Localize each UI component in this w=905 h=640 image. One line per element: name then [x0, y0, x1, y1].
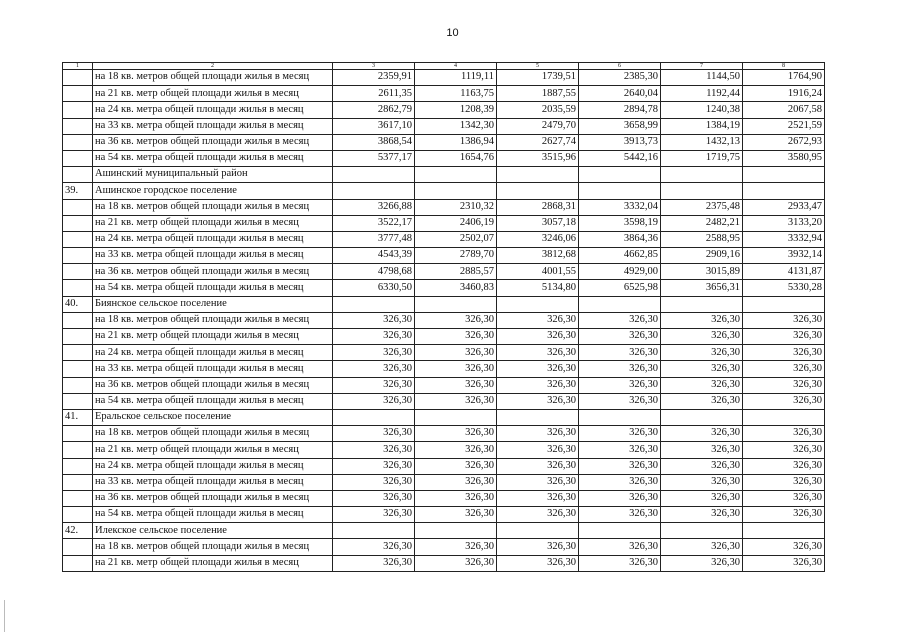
table-row — [63, 507, 825, 523]
index-cell — [63, 86, 93, 102]
value-cell: 326,30 — [333, 329, 415, 345]
value-cell: 326,30 — [579, 442, 661, 458]
table-row — [63, 426, 825, 442]
value-cell: 326,30 — [579, 345, 661, 361]
value-cell: 2359,91 — [333, 70, 415, 86]
value-cell: 326,30 — [333, 361, 415, 377]
value-cell: 326,30 — [661, 474, 743, 490]
value-cell: 326,30 — [415, 393, 497, 409]
table-row — [63, 312, 825, 328]
value-cell: 5442,16 — [579, 150, 661, 166]
value-cell: 326,30 — [333, 539, 415, 555]
value-cell: 326,30 — [579, 329, 661, 345]
index-cell — [63, 102, 93, 118]
value-cell: 326,30 — [743, 329, 825, 345]
value-cell: 3658,99 — [579, 118, 661, 134]
value-cell: 326,30 — [497, 312, 579, 328]
margin-mark — [4, 600, 5, 632]
empty-cell — [743, 167, 825, 183]
value-cell: 326,30 — [415, 458, 497, 474]
empty-cell — [497, 409, 579, 425]
value-cell: 326,30 — [579, 474, 661, 490]
row-label: на 18 кв. метров общей площади жилья в месяц — [93, 539, 333, 555]
value-cell: 1386,94 — [415, 134, 497, 150]
index-cell — [63, 329, 93, 345]
value-cell: 3913,73 — [579, 134, 661, 150]
value-cell: 326,30 — [743, 474, 825, 490]
value-cell: 326,30 — [333, 490, 415, 506]
value-cell: 326,30 — [415, 507, 497, 523]
empty-cell — [333, 167, 415, 183]
empty-cell — [579, 523, 661, 539]
group-index: 41. — [63, 409, 93, 425]
row-label: на 33 кв. метра общей площади жилья в месяц — [93, 248, 333, 264]
value-cell: 326,30 — [579, 539, 661, 555]
index-cell — [63, 555, 93, 571]
row-label: на 21 кв. метр общей площади жилья в месяц — [93, 86, 333, 102]
value-cell: 3580,95 — [743, 150, 825, 166]
value-cell: 1208,39 — [415, 102, 497, 118]
value-cell: 3266,88 — [333, 199, 415, 215]
empty-cell — [333, 523, 415, 539]
value-cell: 2375,48 — [661, 199, 743, 215]
value-cell: 326,30 — [743, 312, 825, 328]
value-cell: 1432,13 — [661, 134, 743, 150]
index-cell — [63, 345, 93, 361]
value-cell: 4929,00 — [579, 264, 661, 280]
empty-cell — [579, 183, 661, 199]
value-cell: 1163,75 — [415, 86, 497, 102]
value-cell: 4662,85 — [579, 248, 661, 264]
value-cell: 326,30 — [415, 329, 497, 345]
empty-cell — [497, 296, 579, 312]
table-row — [63, 102, 825, 118]
index-cell — [63, 393, 93, 409]
table-row — [63, 231, 825, 247]
value-cell: 326,30 — [415, 426, 497, 442]
value-cell: 1764,90 — [743, 70, 825, 86]
value-cell: 326,30 — [661, 539, 743, 555]
row-label: на 33 кв. метра общей площади жилья в месяц — [93, 474, 333, 490]
value-cell: 4543,39 — [333, 248, 415, 264]
value-cell: 4001,55 — [497, 264, 579, 280]
index-cell — [63, 199, 93, 215]
table-row — [63, 280, 825, 296]
value-cell: 3332,94 — [743, 231, 825, 247]
value-cell: 4131,87 — [743, 264, 825, 280]
empty-cell — [661, 167, 743, 183]
row-label: на 36 кв. метров общей площади жилья в месяц — [93, 134, 333, 150]
index-cell — [63, 134, 93, 150]
value-cell: 2479,70 — [497, 118, 579, 134]
value-cell: 326,30 — [497, 426, 579, 442]
group-index — [63, 167, 93, 183]
value-cell: 6330,50 — [333, 280, 415, 296]
value-cell: 2894,78 — [579, 102, 661, 118]
value-cell: 326,30 — [333, 426, 415, 442]
value-cell: 2933,47 — [743, 199, 825, 215]
column-header: 6 — [579, 63, 661, 70]
group-index: 39. — [63, 183, 93, 199]
value-cell: 326,30 — [743, 555, 825, 571]
value-cell: 326,30 — [579, 458, 661, 474]
index-cell — [63, 70, 93, 86]
value-cell: 326,30 — [579, 361, 661, 377]
value-cell: 326,30 — [579, 377, 661, 393]
value-cell: 2627,74 — [497, 134, 579, 150]
value-cell: 326,30 — [497, 393, 579, 409]
value-cell: 326,30 — [661, 345, 743, 361]
row-label: на 54 кв. метра общей площади жилья в месяц — [93, 393, 333, 409]
value-cell: 1887,55 — [497, 86, 579, 102]
table-row — [63, 377, 825, 393]
value-cell: 326,30 — [333, 555, 415, 571]
value-cell: 326,30 — [743, 361, 825, 377]
value-cell: 2385,30 — [579, 70, 661, 86]
column-header: 5 — [497, 63, 579, 70]
value-cell: 326,30 — [743, 507, 825, 523]
value-cell: 3598,19 — [579, 215, 661, 231]
empty-cell — [497, 183, 579, 199]
table-row — [63, 345, 825, 361]
table-row — [63, 134, 825, 150]
empty-cell — [415, 409, 497, 425]
value-cell: 326,30 — [497, 329, 579, 345]
value-cell: 326,30 — [579, 555, 661, 571]
table-row — [63, 393, 825, 409]
value-cell: 2502,07 — [415, 231, 497, 247]
value-cell: 326,30 — [333, 312, 415, 328]
table-row — [63, 199, 825, 215]
value-cell: 326,30 — [743, 442, 825, 458]
value-cell: 326,30 — [333, 458, 415, 474]
value-cell: 3332,04 — [579, 199, 661, 215]
value-cell: 326,30 — [497, 458, 579, 474]
table-row — [63, 215, 825, 231]
section-row — [63, 167, 825, 183]
value-cell: 2862,79 — [333, 102, 415, 118]
row-label: на 18 кв. метров общей площади жилья в месяц — [93, 426, 333, 442]
empty-cell — [661, 183, 743, 199]
value-cell: 2406,19 — [415, 215, 497, 231]
column-header-row — [63, 63, 825, 70]
value-cell: 326,30 — [661, 393, 743, 409]
row-label: на 21 кв. метр общей площади жилья в месяц — [93, 329, 333, 345]
value-cell: 326,30 — [661, 329, 743, 345]
column-header: 8 — [743, 63, 825, 70]
value-cell: 2885,57 — [415, 264, 497, 280]
row-label: на 21 кв. метр общей площади жилья в месяц — [93, 442, 333, 458]
value-cell: 326,30 — [743, 426, 825, 442]
value-cell: 1144,50 — [661, 70, 743, 86]
value-cell: 1119,11 — [415, 70, 497, 86]
value-cell: 326,30 — [743, 458, 825, 474]
value-cell: 326,30 — [743, 345, 825, 361]
value-cell: 326,30 — [661, 426, 743, 442]
group-title: Илекское сельское поселение — [93, 523, 333, 539]
value-cell: 2672,93 — [743, 134, 825, 150]
value-cell: 3864,36 — [579, 231, 661, 247]
table-row — [63, 150, 825, 166]
row-label: на 21 кв. метр общей площади жилья в месяц — [93, 215, 333, 231]
column-header: 7 — [661, 63, 743, 70]
index-cell — [63, 248, 93, 264]
value-cell: 326,30 — [333, 442, 415, 458]
table-row — [63, 118, 825, 134]
value-cell: 2789,70 — [415, 248, 497, 264]
value-cell: 326,30 — [497, 361, 579, 377]
empty-cell — [579, 296, 661, 312]
table-row — [63, 442, 825, 458]
value-cell: 326,30 — [579, 490, 661, 506]
value-cell: 5134,80 — [497, 280, 579, 296]
value-cell: 326,30 — [497, 555, 579, 571]
page-number: 10 — [446, 27, 459, 39]
group-title: Еральское сельское поселение — [93, 409, 333, 425]
group-index: 42. — [63, 523, 93, 539]
index-cell — [63, 215, 93, 231]
value-cell: 326,30 — [415, 361, 497, 377]
index-cell — [63, 312, 93, 328]
value-cell: 326,30 — [743, 393, 825, 409]
row-label: на 54 кв. метра общей площади жилья в месяц — [93, 150, 333, 166]
column-header: 4 — [415, 63, 497, 70]
table-row — [63, 490, 825, 506]
value-cell: 326,30 — [743, 539, 825, 555]
value-cell: 1719,75 — [661, 150, 743, 166]
table-row — [63, 264, 825, 280]
value-cell: 1739,51 — [497, 70, 579, 86]
value-cell: 1240,38 — [661, 102, 743, 118]
row-label: на 33 кв. метра общей площади жилья в месяц — [93, 361, 333, 377]
group-row — [63, 296, 825, 312]
value-cell: 326,30 — [497, 474, 579, 490]
value-cell: 326,30 — [497, 539, 579, 555]
value-cell: 326,30 — [415, 345, 497, 361]
value-cell: 326,30 — [415, 474, 497, 490]
index-cell — [63, 474, 93, 490]
value-cell: 3133,20 — [743, 215, 825, 231]
column-header: 1 — [63, 63, 93, 70]
group-row — [63, 183, 825, 199]
value-cell: 2482,21 — [661, 215, 743, 231]
value-cell: 3932,14 — [743, 248, 825, 264]
value-cell: 1342,30 — [415, 118, 497, 134]
table-row — [63, 248, 825, 264]
value-cell: 326,30 — [333, 345, 415, 361]
empty-cell — [661, 296, 743, 312]
empty-cell — [743, 183, 825, 199]
value-cell: 1192,44 — [661, 86, 743, 102]
value-cell: 326,30 — [661, 361, 743, 377]
value-cell: 326,30 — [497, 490, 579, 506]
value-cell: 326,30 — [661, 507, 743, 523]
value-cell: 326,30 — [579, 426, 661, 442]
value-cell: 326,30 — [333, 377, 415, 393]
index-cell — [63, 426, 93, 442]
value-cell: 2588,95 — [661, 231, 743, 247]
row-label: на 36 кв. метров общей площади жилья в месяц — [93, 490, 333, 506]
value-cell: 5330,28 — [743, 280, 825, 296]
value-cell: 3515,96 — [497, 150, 579, 166]
value-cell: 326,30 — [497, 507, 579, 523]
value-cell: 2521,59 — [743, 118, 825, 134]
index-cell — [63, 490, 93, 506]
value-cell: 326,30 — [497, 345, 579, 361]
value-cell: 5377,17 — [333, 150, 415, 166]
value-cell: 326,30 — [333, 474, 415, 490]
empty-cell — [415, 523, 497, 539]
value-cell: 326,30 — [661, 555, 743, 571]
table-body — [63, 63, 825, 572]
table-row — [63, 539, 825, 555]
row-label: на 54 кв. метра общей площади жилья в месяц — [93, 507, 333, 523]
value-cell: 2909,16 — [661, 248, 743, 264]
table-row — [63, 361, 825, 377]
row-label: на 24 кв. метра общей площади жилья в месяц — [93, 458, 333, 474]
value-cell: 3656,31 — [661, 280, 743, 296]
index-cell — [63, 442, 93, 458]
empty-cell — [743, 409, 825, 425]
section-title: Ашинский муниципальный район — [93, 167, 333, 183]
index-cell — [63, 361, 93, 377]
value-cell: 3617,10 — [333, 118, 415, 134]
tariff-table — [62, 62, 825, 572]
empty-cell — [743, 296, 825, 312]
value-cell: 326,30 — [415, 555, 497, 571]
value-cell: 326,30 — [579, 393, 661, 409]
empty-cell — [333, 296, 415, 312]
row-label: на 36 кв. метров общей площади жилья в месяц — [93, 377, 333, 393]
row-label: на 24 кв. метра общей площади жилья в месяц — [93, 231, 333, 247]
value-cell: 326,30 — [333, 393, 415, 409]
index-cell — [63, 377, 93, 393]
value-cell: 3868,54 — [333, 134, 415, 150]
value-cell: 4798,68 — [333, 264, 415, 280]
row-label: на 36 кв. метров общей площади жилья в месяц — [93, 264, 333, 280]
index-cell — [63, 150, 93, 166]
value-cell: 3015,89 — [661, 264, 743, 280]
value-cell: 3812,68 — [497, 248, 579, 264]
group-title: Ашинское городское поселение — [93, 183, 333, 199]
empty-cell — [743, 523, 825, 539]
index-cell — [63, 539, 93, 555]
group-row — [63, 409, 825, 425]
empty-cell — [497, 523, 579, 539]
table-row — [63, 70, 825, 86]
table-row — [63, 86, 825, 102]
empty-cell — [333, 409, 415, 425]
value-cell: 326,30 — [415, 490, 497, 506]
value-cell: 3246,06 — [497, 231, 579, 247]
value-cell: 326,30 — [579, 312, 661, 328]
value-cell: 326,30 — [497, 442, 579, 458]
value-cell: 326,30 — [497, 377, 579, 393]
row-label: на 18 кв. метров общей площади жилья в месяц — [93, 199, 333, 215]
value-cell: 326,30 — [661, 377, 743, 393]
value-cell: 6525,98 — [579, 280, 661, 296]
index-cell — [63, 507, 93, 523]
value-cell: 2640,04 — [579, 86, 661, 102]
value-cell: 326,30 — [661, 490, 743, 506]
index-cell — [63, 280, 93, 296]
row-label: на 18 кв. метров общей площади жилья в месяц — [93, 70, 333, 86]
group-title: Биянское сельское поселение — [93, 296, 333, 312]
value-cell: 2310,32 — [415, 199, 497, 215]
empty-cell — [415, 167, 497, 183]
empty-cell — [415, 296, 497, 312]
value-cell: 2067,58 — [743, 102, 825, 118]
value-cell: 1654,76 — [415, 150, 497, 166]
value-cell: 2868,31 — [497, 199, 579, 215]
value-cell: 3460,83 — [415, 280, 497, 296]
table-row — [63, 474, 825, 490]
table-row — [63, 555, 825, 571]
value-cell: 326,30 — [661, 458, 743, 474]
row-label: на 24 кв. метра общей площади жилья в месяц — [93, 102, 333, 118]
empty-cell — [579, 167, 661, 183]
value-cell: 326,30 — [661, 442, 743, 458]
value-cell: 3777,48 — [333, 231, 415, 247]
value-cell: 1916,24 — [743, 86, 825, 102]
row-label: на 21 кв. метр общей площади жилья в месяц — [93, 555, 333, 571]
row-label: на 33 кв. метра общей площади жилья в месяц — [93, 118, 333, 134]
value-cell: 1384,19 — [661, 118, 743, 134]
index-cell — [63, 231, 93, 247]
value-cell: 326,30 — [661, 312, 743, 328]
empty-cell — [415, 183, 497, 199]
empty-cell — [661, 409, 743, 425]
value-cell: 2035,59 — [497, 102, 579, 118]
value-cell: 326,30 — [415, 539, 497, 555]
value-cell: 3057,18 — [497, 215, 579, 231]
empty-cell — [333, 183, 415, 199]
empty-cell — [497, 167, 579, 183]
value-cell: 326,30 — [415, 442, 497, 458]
column-header: 3 — [333, 63, 415, 70]
value-cell: 326,30 — [415, 312, 497, 328]
row-label: на 18 кв. метров общей площади жилья в месяц — [93, 312, 333, 328]
group-row — [63, 523, 825, 539]
row-label: на 54 кв. метра общей площади жилья в месяц — [93, 280, 333, 296]
column-header: 2 — [93, 63, 333, 70]
group-index: 40. — [63, 296, 93, 312]
value-cell: 326,30 — [579, 507, 661, 523]
value-cell: 326,30 — [743, 490, 825, 506]
table-row — [63, 329, 825, 345]
value-cell: 326,30 — [333, 507, 415, 523]
value-cell: 326,30 — [415, 377, 497, 393]
row-label: на 24 кв. метра общей площади жилья в месяц — [93, 345, 333, 361]
index-cell — [63, 458, 93, 474]
index-cell — [63, 118, 93, 134]
table-row — [63, 458, 825, 474]
value-cell: 2611,35 — [333, 86, 415, 102]
empty-cell — [579, 409, 661, 425]
value-cell: 3522,17 — [333, 215, 415, 231]
value-cell: 326,30 — [743, 377, 825, 393]
index-cell — [63, 264, 93, 280]
empty-cell — [661, 523, 743, 539]
